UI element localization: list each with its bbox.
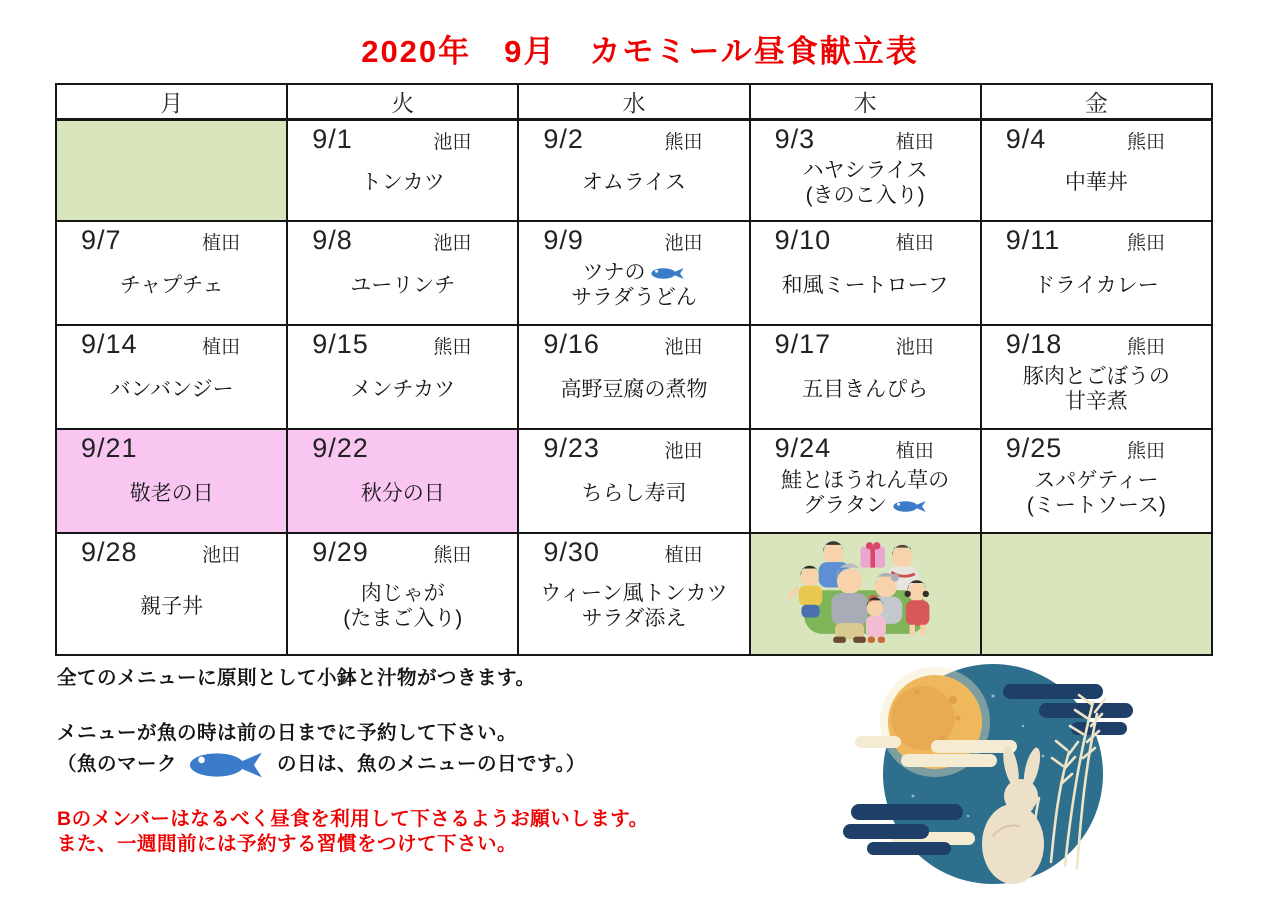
- menu-cell: [750, 325, 981, 429]
- menu-cell: [56, 429, 287, 533]
- menu-text: ウィーン風トンカツ サラダ添え: [540, 582, 728, 630]
- staff-name: 池田: [433, 132, 472, 153]
- menu-cell: [750, 429, 981, 533]
- note-reserve-habit: また、一週間前には予約する習慣をつけて下さい。: [57, 833, 518, 856]
- staff-name: 池田: [202, 545, 241, 566]
- menu-cell: [981, 120, 1212, 222]
- menu-cell: [750, 120, 981, 222]
- date-label: 9/9: [543, 225, 584, 255]
- staff-name: 植田: [895, 132, 934, 153]
- menu-cell: [981, 221, 1212, 325]
- date-label: 9/23: [543, 433, 600, 463]
- menu-text: 中華丼: [1064, 171, 1128, 195]
- staff-name: 熊田: [433, 545, 472, 566]
- note-side-dishes: 全てのメニューに原則として小鉢と汁物がつきます。: [57, 667, 536, 689]
- weekday-header: 火: [287, 84, 518, 120]
- staff-name: 熊田: [433, 337, 472, 358]
- menu-cell: [287, 533, 518, 655]
- staff-name: 植田: [664, 545, 703, 566]
- calendar-week-row: [56, 120, 1212, 222]
- menu-cell: [56, 120, 287, 222]
- menu-text: 豚肉とごぼうの 甘辛煮: [1022, 365, 1170, 413]
- date-label: 9/29: [312, 537, 369, 567]
- note-fish-mark-suffix: の日は、魚のメニューの日です。）: [277, 752, 586, 775]
- menu-cell: [750, 221, 981, 325]
- menu-text: 親子丼: [140, 594, 204, 618]
- menu-text: 敬老の日: [129, 481, 214, 505]
- calendar-week-row: [56, 325, 1212, 429]
- staff-name: 植田: [202, 233, 241, 254]
- moon-rabbit-illustration: [843, 656, 1133, 899]
- menu-text: 肉じゃが (たまご入り): [343, 582, 463, 630]
- weekday-header: 金: [981, 84, 1212, 120]
- menu-text: 五目きんぴら: [802, 377, 929, 401]
- menu-text: チャプチェ: [119, 273, 224, 297]
- menu-text: スパゲティー (ミートソース): [1026, 469, 1166, 517]
- date-label: 9/15: [312, 329, 369, 359]
- note-fish-mark-prefix: （魚のマーク: [57, 752, 178, 775]
- menu-text: 鮭とほうれん草の グラタン: [781, 469, 950, 517]
- fish-icon: [177, 753, 277, 775]
- weekday-header: 木: [750, 84, 981, 120]
- menu-calendar: [55, 83, 1213, 656]
- menu-cell: [518, 221, 749, 325]
- date-label: 9/24: [774, 433, 832, 463]
- menu-text: ハヤシライス (きのこ入り): [802, 158, 928, 207]
- date-label: 9/2: [543, 124, 584, 154]
- date-label: 9/18: [1005, 329, 1063, 359]
- menu-cell: [518, 429, 749, 533]
- menu-text: 秋分の日: [360, 481, 445, 505]
- staff-name: 池田: [664, 337, 703, 358]
- date-label: 9/11: [1005, 225, 1061, 255]
- staff-name: 池田: [433, 233, 472, 254]
- staff-name: 池田: [664, 233, 703, 254]
- menu-text: ドライカレー: [1034, 273, 1159, 297]
- menu-cell: [981, 533, 1212, 655]
- calendar-week-row: [56, 533, 1212, 655]
- family-illustration: [751, 534, 980, 654]
- date-label: 9/8: [312, 225, 353, 255]
- date-label: 9/1: [312, 124, 353, 154]
- menu-text: メンチカツ: [350, 377, 456, 401]
- menu-cell: [518, 325, 749, 429]
- staff-name: 池田: [895, 337, 934, 358]
- date-label: 9/7: [81, 225, 122, 255]
- weekday-header: 月: [56, 84, 287, 120]
- staff-name: 植田: [202, 337, 241, 358]
- date-label: 9/30: [543, 537, 600, 567]
- date-label: 9/28: [81, 537, 138, 567]
- date-label: 9/22: [312, 433, 369, 463]
- date-label: 9/17: [774, 329, 832, 359]
- menu-text: ユーリンチ: [350, 273, 456, 297]
- date-label: 9/16: [543, 329, 600, 359]
- staff-name: 熊田: [1126, 132, 1165, 153]
- date-label: 9/10: [774, 225, 832, 255]
- menu-cell: [56, 533, 287, 655]
- menu-cell: [518, 120, 749, 222]
- date-label: 9/25: [1005, 433, 1063, 463]
- weekday-header: 水: [518, 84, 749, 120]
- staff-name: 熊田: [1126, 337, 1165, 358]
- date-label: 9/14: [81, 329, 138, 359]
- calendar-week-row: [56, 429, 1212, 533]
- menu-cell: [287, 221, 518, 325]
- menu-text: バンバンジー: [109, 377, 234, 401]
- menu-cell: [56, 221, 287, 325]
- note-b-members: Bのメンバーはなるべく昼食を利用して下さるようお願いします。: [57, 807, 649, 830]
- staff-name: 熊田: [1126, 441, 1165, 462]
- calendar-week-row: [56, 221, 1212, 325]
- page-title: 2020年 9月 カモミール昼食献立表: [361, 34, 919, 69]
- date-label: 9/21: [81, 433, 138, 463]
- menu-cell: [750, 533, 981, 655]
- staff-name: 植田: [895, 233, 934, 254]
- staff-name: 熊田: [1126, 233, 1165, 254]
- menu-cell: [981, 325, 1212, 429]
- menu-text: ツナの サラダうどん: [571, 261, 697, 309]
- menu-cell: [287, 325, 518, 429]
- menu-cell: [56, 325, 287, 429]
- note-fish-mark: [57, 749, 747, 781]
- menu-cell: [287, 429, 518, 533]
- menu-text: トンカツ: [360, 171, 445, 195]
- footer-notes: [57, 666, 747, 857]
- menu-cell: [981, 429, 1212, 533]
- menu-text: 高野豆腐の煮物: [560, 377, 708, 401]
- note-fish-reservation: メニューが魚の時は前の日までに予約して下さい。: [57, 722, 518, 745]
- staff-name: 熊田: [664, 132, 703, 153]
- weekday-header-row: [56, 84, 1212, 120]
- fish-icon: [887, 494, 927, 517]
- menu-cell: [287, 120, 518, 222]
- menu-cell: [518, 533, 749, 655]
- menu-text: オムライス: [581, 171, 687, 195]
- menu-text: ちらし寿司: [581, 481, 687, 505]
- staff-name: 植田: [895, 441, 934, 462]
- date-label: 9/4: [1005, 124, 1047, 154]
- menu-text: 和風ミートローフ: [781, 273, 949, 297]
- date-label: 9/3: [774, 124, 816, 154]
- fish-icon: [645, 261, 685, 284]
- staff-name: 池田: [664, 441, 703, 462]
